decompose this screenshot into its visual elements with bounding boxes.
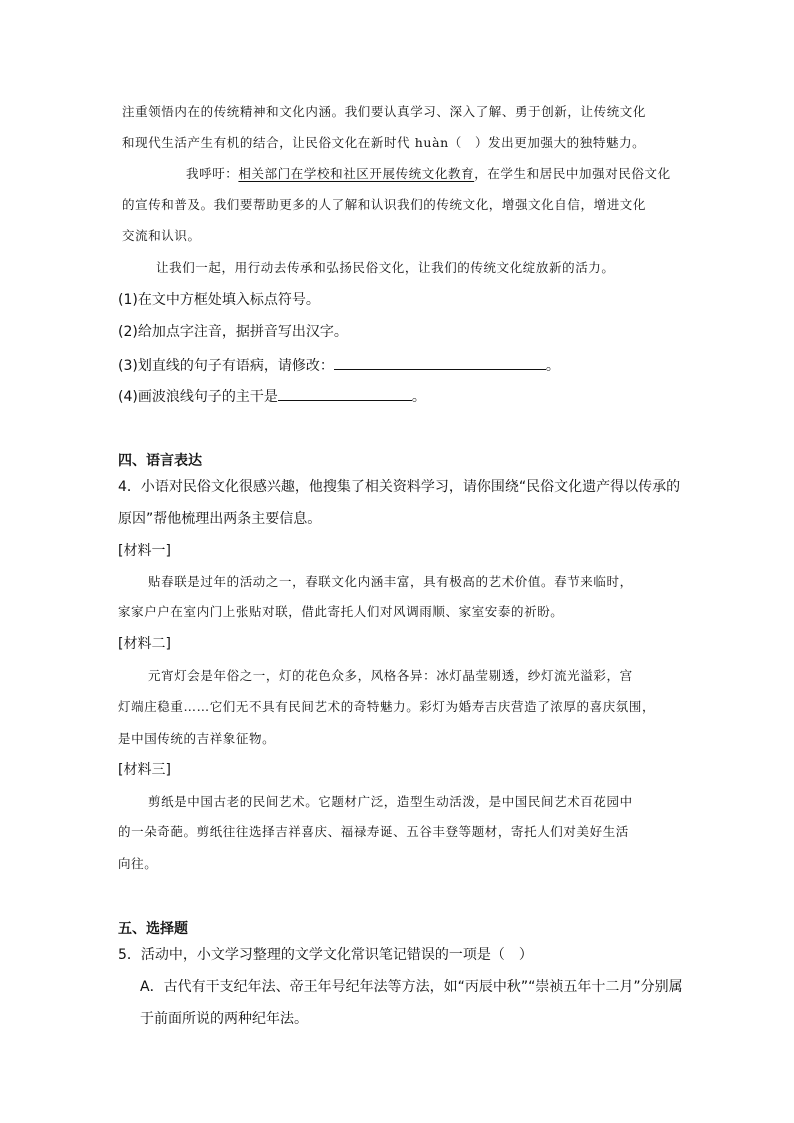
passage-line: [186, 168, 671, 181]
material-label: [材料一]: [118, 543, 171, 559]
underlined-sentence: 相关部门在学校和社区开展传统文化教育: [238, 166, 475, 181]
material-line: 家家户户在室内门上张贴对联，借此寄托人们对风调雨顺、家室安泰的祈盼。: [118, 604, 564, 619]
passage-line: 让我们一起，用行动去传承和弘扬民俗文化，让我们的传统文化绽放新的活力。: [156, 260, 615, 275]
material-line: 的一朵奇葩。剪纸往往选择吉祥喜庆、福禄寿诞、五谷丰登等题材，寄托人们对美好生活: [118, 824, 629, 839]
passage-line: 注重领悟内在的传统精神和文化内涵。我们要认真学习、深入了解、勇于创新，让传统文化: [122, 104, 647, 119]
question-1: (1)在文中方框处填入标点符号。: [118, 292, 320, 308]
section-heading: 五、选择题: [118, 921, 188, 937]
passage-text: ，在学生和居民中加强对民俗文化: [474, 166, 671, 181]
passage-line: 的宣传和普及。我们要帮助更多的人了解和认识我们的传统文化，增强文化自信，增进文化: [122, 197, 647, 212]
answer-blank[interactable]: [278, 387, 412, 401]
material-label: [材料三]: [118, 762, 171, 778]
passage-text: 我呼吁：: [186, 166, 239, 181]
answer-blank[interactable]: [334, 356, 546, 370]
option-a[interactable]: A．古代有干支纪年法、帝王年号纪年法等方法，如“丙辰中秋”“崇祯五年十二月”分别属: [140, 979, 683, 995]
question-text: 原因”帮他梳理出两条主要信息。: [118, 511, 322, 527]
question-text: 5．活动中，小文学习整理的文学文化常识笔记错误的一项是（ ）: [118, 947, 533, 963]
material-line: 剪纸是中国古老的民间艺术。它题材广泛，造型生动活泼，是中国民间艺术百花园中: [148, 794, 633, 809]
question-4: [118, 387, 426, 404]
material-line: 元宵灯会是年俗之一，灯的花色众多，风格各异：冰灯晶莹剔透，纱灯流光溢彩，宫: [148, 668, 633, 683]
option-a-continued: 于前面所说的两种纪年法。: [140, 1011, 308, 1027]
material-line: 灯端庄稳重……它们无不具有民间艺术的奇特魅力。彩灯为婚寿吉庆营造了浓厚的喜庆氛围，: [118, 699, 656, 714]
material-line: 向往。: [118, 856, 158, 871]
question-3-end: 。: [545, 358, 560, 374]
passage-line: 和现代生活产生有机的结合，让民俗文化在新时代 huàn（ ）发出更加强大的独特魅力。: [122, 135, 646, 150]
question-text: 4．小语对民俗文化很感兴趣，他搜集了相关资料学习，请你围绕“民俗文化遗产得以传承的: [118, 479, 681, 495]
passage-line: 交流和认识。: [122, 228, 201, 243]
section-heading: 四、语言表达: [118, 453, 202, 469]
question-4-text: (4)画波浪线句子的主干是: [118, 389, 278, 405]
question-3-text: (3)划直线的句子有语病，请修改：: [118, 358, 334, 374]
question-4-end: 。: [411, 389, 426, 405]
question-3: [118, 356, 560, 373]
material-line: 贴春联是过年的活动之一，春联文化内涵丰富，具有极高的艺术价值。春节来临时，: [148, 574, 633, 589]
material-line: 是中国传统的吉祥象征物。: [118, 731, 276, 746]
material-label: [材料二]: [118, 636, 171, 652]
question-2: (2)给加点字注音，据拼音写出汉字。: [118, 324, 348, 340]
